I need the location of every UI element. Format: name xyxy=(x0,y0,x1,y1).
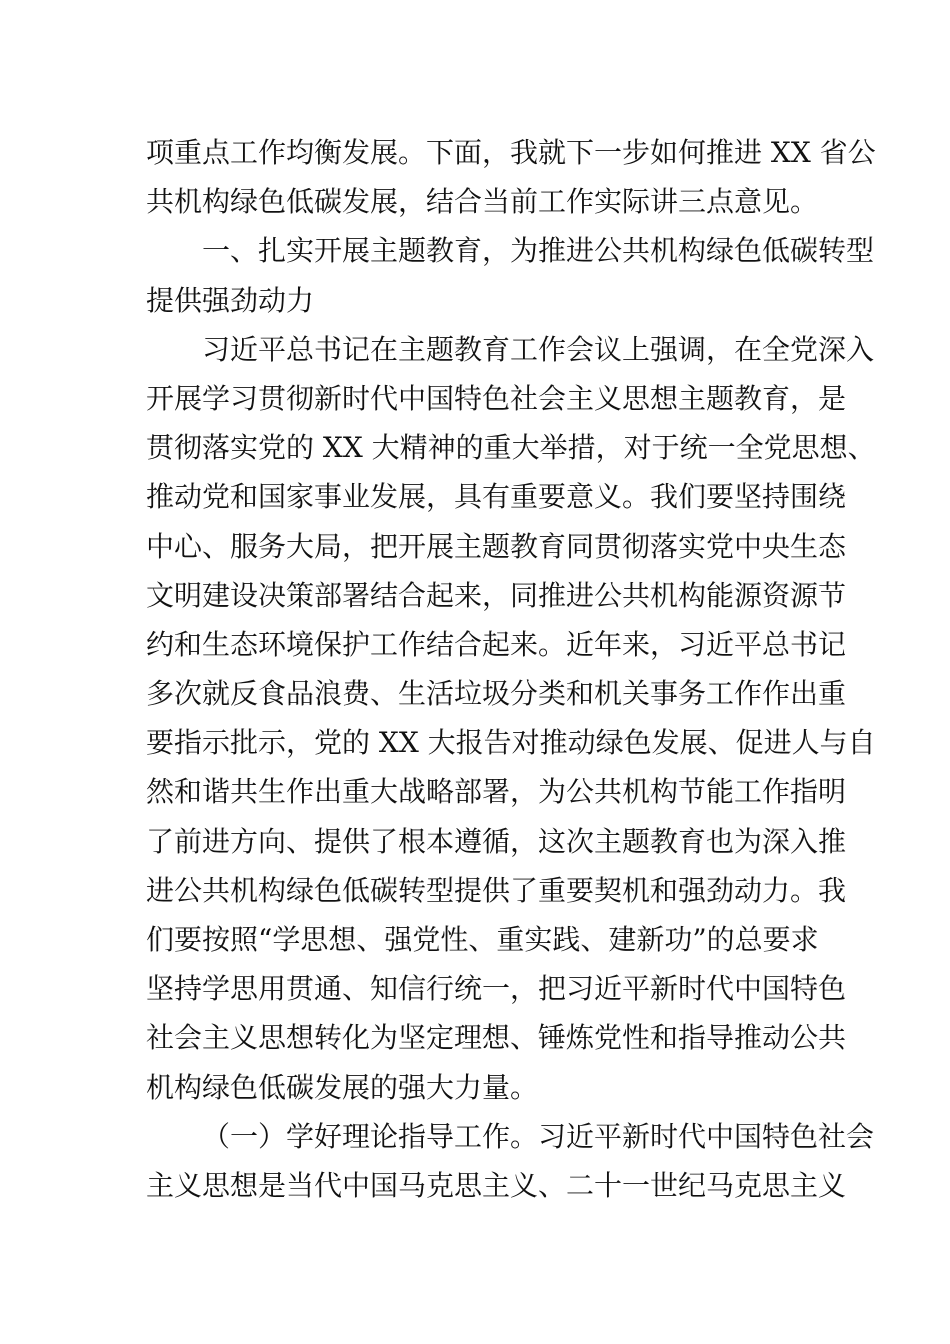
section-heading-line-1: 一、扎实开展主题教育，为推进公共机构绿色低碳转型 xyxy=(202,234,875,268)
text-line-11: 约和生态环境保护工作结合起来。近年来，习近平总书记 xyxy=(146,627,847,661)
text-line-7: 贯彻落实党的 XX 大精神的重大举措，对于统一全党思想、 xyxy=(146,431,876,465)
text-line-1: 项重点工作均衡发展。下面，我就下一步如何推进 XX 省公 xyxy=(146,136,876,169)
text-line-22: 主义思想是当代中国马克思主义、二十一世纪马克思主义 xyxy=(146,1168,847,1202)
text-line-10: 文明建设决策部署结合起来，同推进公共机构能源资源节 xyxy=(146,578,847,612)
text-line-12: 多次就反食品浪费、生活垃圾分类和机关事务工作作出重 xyxy=(146,677,847,711)
text-line-20: 机构绿色低碳发展的强大力量。 xyxy=(146,1070,539,1104)
text-line-16: 进公共机构绿色低碳转型提供了重要契机和强劲动力。我 xyxy=(146,873,847,907)
text-line-5: 习近平总书记在主题教育工作会议上强调，在全党深入 xyxy=(202,332,875,366)
text-line-2: 共机构绿色低碳发展，结合当前工作实际讲三点意见。 xyxy=(146,185,819,219)
subsection-heading-line: （一）学好理论指导工作。习近平新时代中国特色社会 xyxy=(202,1119,875,1153)
text-line-8: 推动党和国家事业发展，具有重要意义。我们要坚持围绕 xyxy=(146,480,847,514)
text-line-13: 要指示批示，党的 XX 大报告对推动绿色发展、促进人与自 xyxy=(146,726,876,760)
section-heading-line-2: 提供强劲动力 xyxy=(146,283,315,317)
document-body xyxy=(146,128,876,1210)
text-line-18: 坚持学思用贯通、知信行统一，把习近平新时代中国特色 xyxy=(146,972,847,1006)
text-line-19: 社会主义思想转化为坚定理想、锤炼党性和指导推动公共 xyxy=(146,1021,847,1055)
text-line-15: 了前进方向、提供了根本遵循，这次主题教育也为深入推 xyxy=(146,824,847,858)
text-line-6: 开展学习贯彻新时代中国特色社会主义思想主题教育，是 xyxy=(146,381,847,415)
text-line-14: 然和谐共生作出重大战略部署，为公共机构节能工作指明 xyxy=(146,775,847,809)
text-line-9: 中心、服务大局，把开展主题教育同贯彻落实党中央生态 xyxy=(146,529,847,563)
text-line-17: 们要按照“学思想、强党性、重实践、建新功”的总要求 xyxy=(146,923,819,956)
